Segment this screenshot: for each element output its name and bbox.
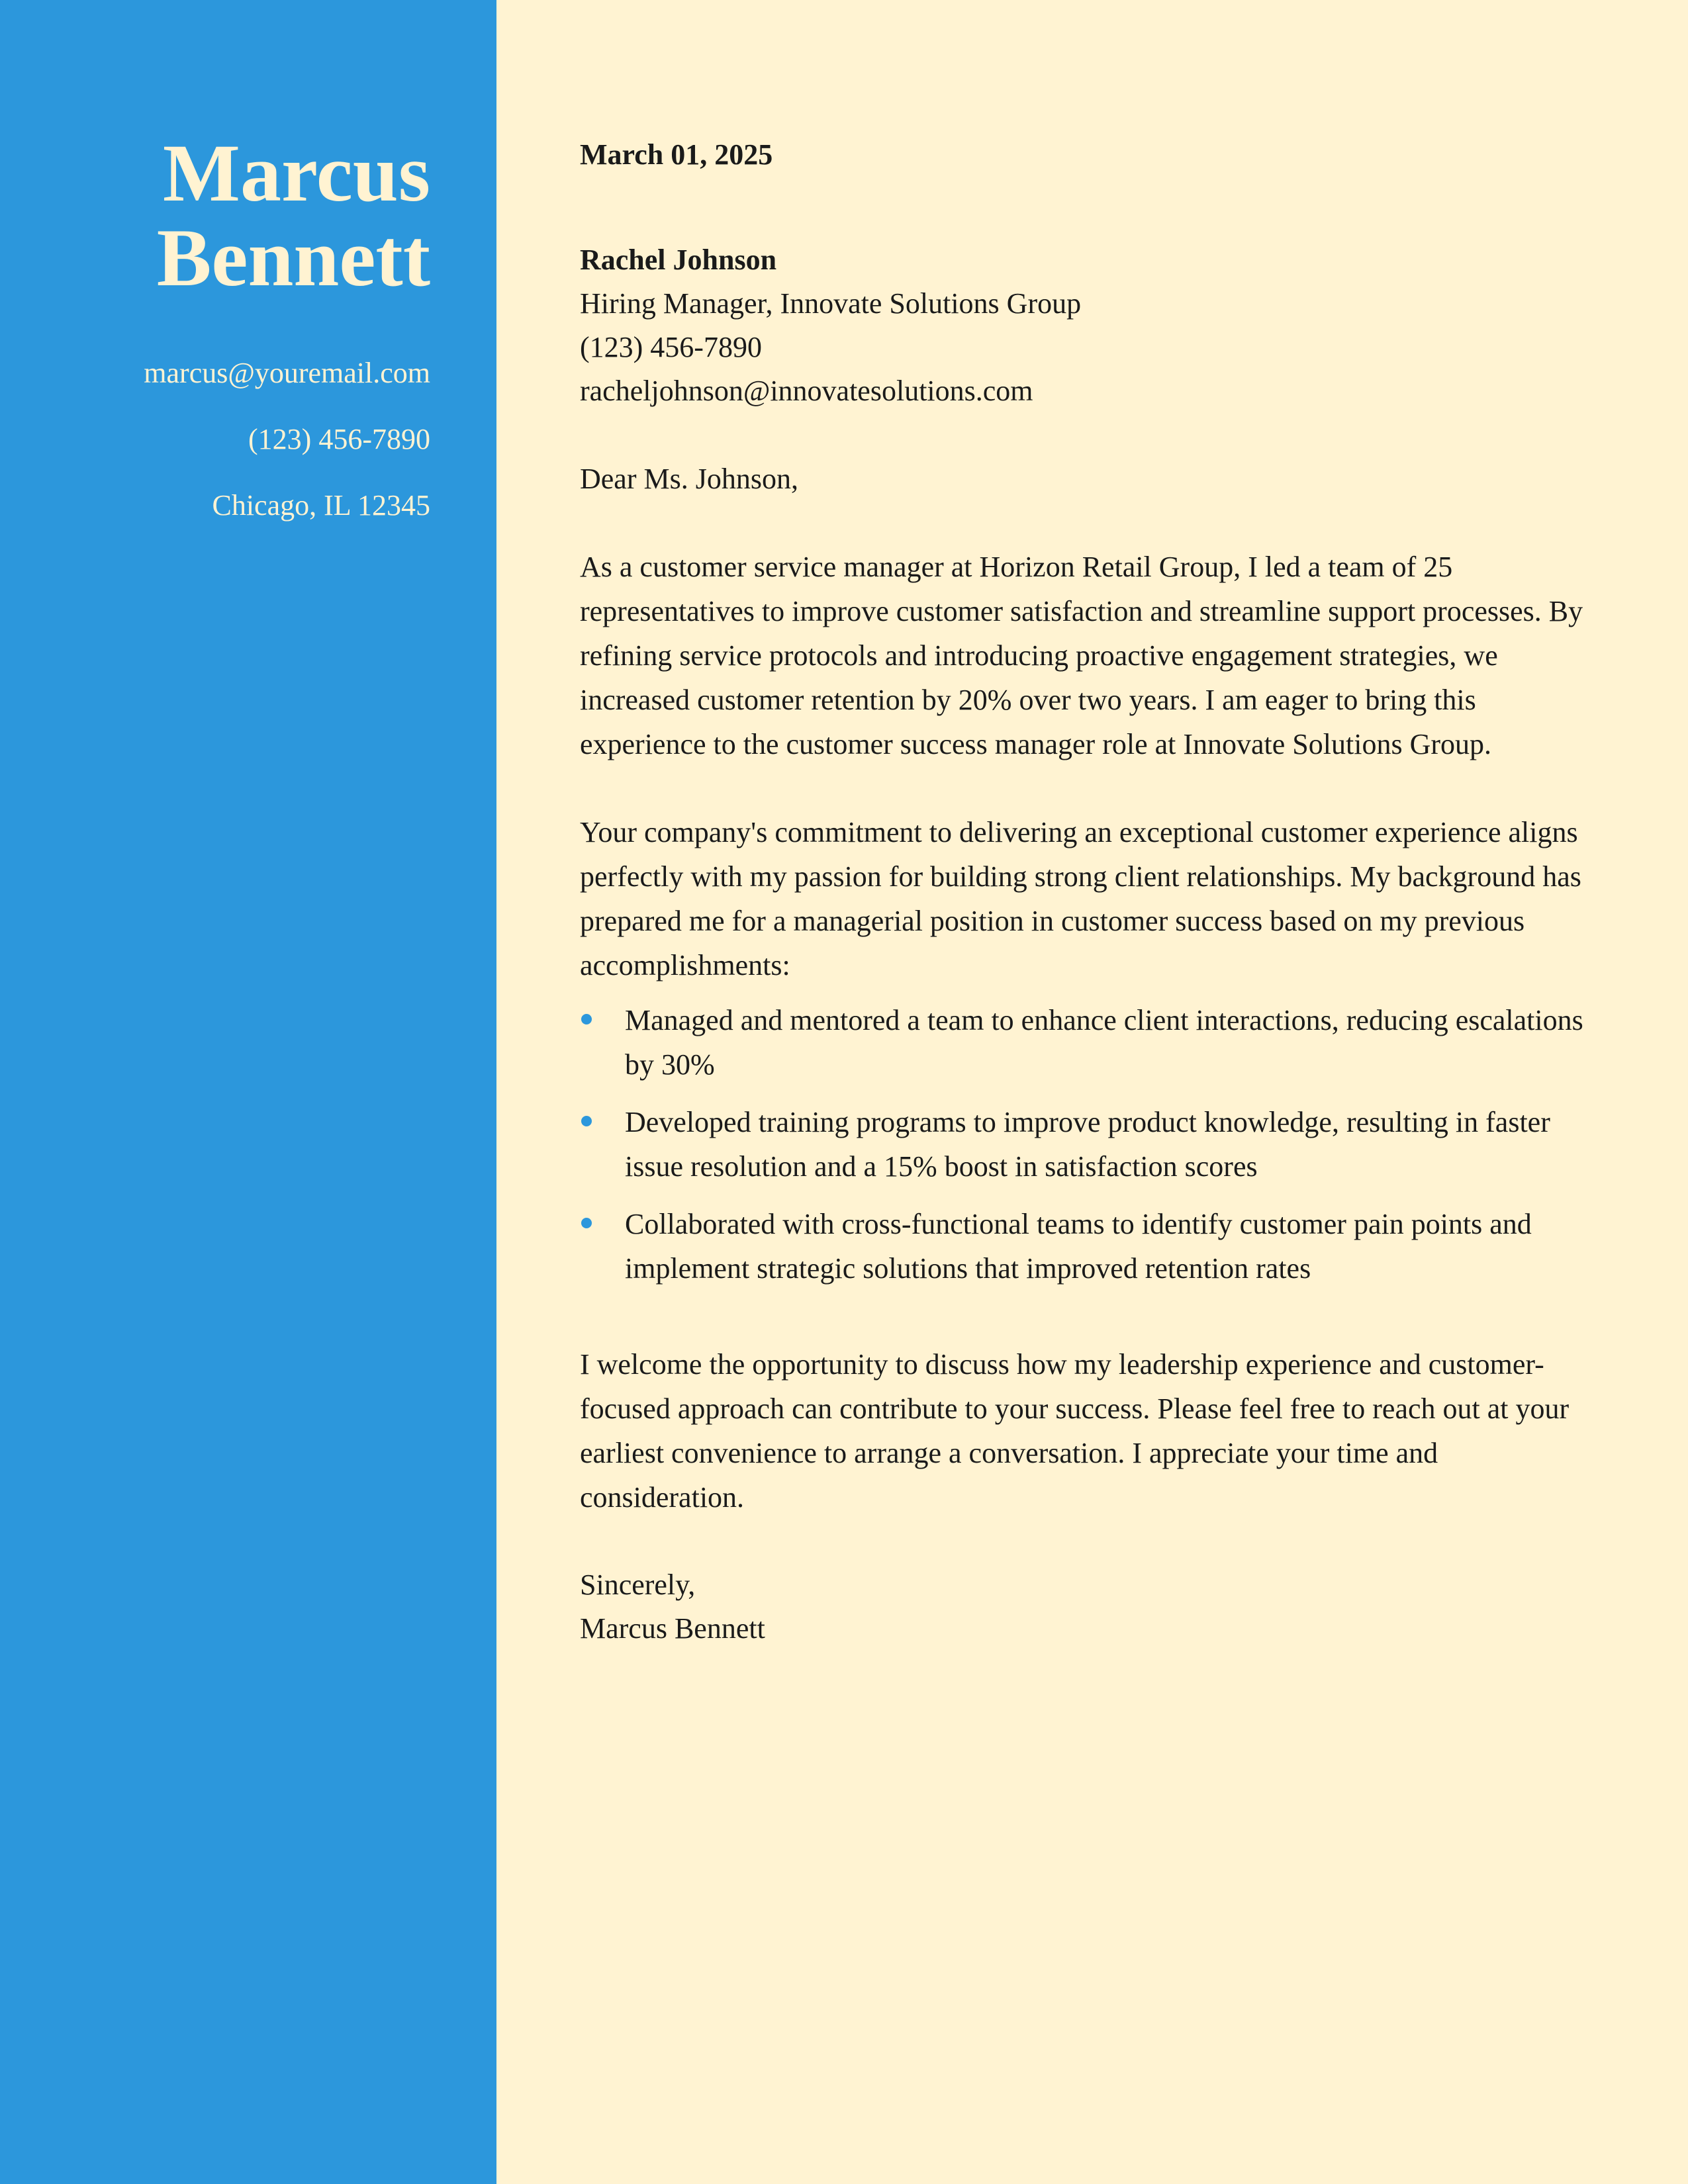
signature: Marcus Bennett (580, 1612, 765, 1645)
list-item-text: Managed and mentored a team to enhance client interactions, reducing escalations by 30% (625, 1004, 1583, 1081)
accomplishments-list (580, 998, 1595, 1291)
list-item-text: Developed training programs to improve product knowledge, resulting in faster issue resolution and a 15% boost in satisfaction scores (625, 1106, 1550, 1183)
closing: Sincerely, (580, 1569, 696, 1601)
recipient-title: Hiring Manager, Innovate Solutions Group (580, 287, 1082, 320)
list-item-text: Collaborated with cross-functional teams to identify customer pain points and implement strategic solutions that improved retention rates (625, 1208, 1532, 1285)
paragraph-2: Your company's commitment to delivering an exceptional customer experience aligns perfectly with my passion for building strong client relationships. My background has prepared me for a managerial position in customer success based on my previous accomplishments: (580, 816, 1581, 981)
sender-phone: (123) 456-7890 (248, 423, 430, 455)
recipient-block (580, 238, 1595, 413)
sidebar (0, 0, 496, 2184)
closing-block (580, 1563, 1595, 1651)
paragraph-1: As a customer service manager at Horizon Retail Group, I led a team of 25 representatives to improve customer satisfaction and streamline support processes. By refining service protocols and introducing proactive engagement strategies, we increased customer retention by 20% over two years. I am eager to bring this experience to the customer success manager role at Innovate Solutions Group. (580, 551, 1583, 760)
sender-first-name: Marcus (162, 128, 430, 218)
list-item (580, 1100, 1595, 1189)
bullet-icon (581, 1014, 592, 1024)
list-item (580, 998, 1595, 1087)
recipient-email: racheljohnson@innovatesolutions.com (580, 375, 1033, 407)
sender-location: Chicago, IL 12345 (212, 489, 430, 522)
sender-name (0, 128, 430, 303)
bullet-icon (581, 1218, 592, 1228)
sender-last-name: Bennett (156, 212, 430, 303)
salutation: Dear Ms. Johnson, (580, 463, 798, 495)
paragraph-3: I welcome the opportunity to discuss how my leadership experience and customer-focused approach can contribute to your success. Please feel free to reach out at your earliest convenience to arrange a conversation. I appreciate your time and consideration. (580, 1348, 1570, 1514)
letter-body (496, 0, 1688, 2184)
sender-email: marcus@youremail.com (144, 357, 430, 389)
list-item (580, 1202, 1595, 1291)
letter-date: March 01, 2025 (580, 138, 773, 171)
recipient-phone: (123) 456-7890 (580, 331, 762, 363)
recipient-name: Rachel Johnson (580, 244, 777, 276)
sender-contact (0, 359, 430, 520)
bullet-icon (581, 1116, 592, 1126)
